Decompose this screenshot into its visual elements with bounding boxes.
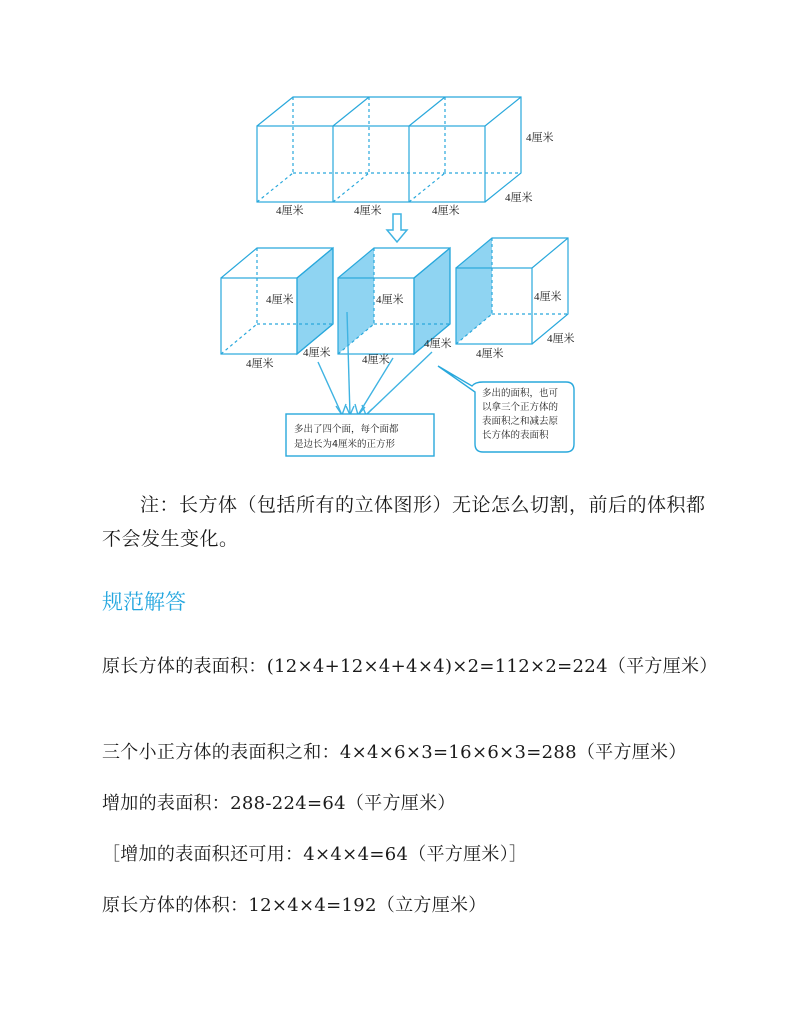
top-label-height: 4厘米: [526, 132, 554, 144]
cube1-depth-label: 4厘米: [303, 347, 331, 359]
cube2-height-label: 4厘米: [376, 294, 404, 306]
cube3-width-label: 4厘米: [476, 348, 504, 360]
long-cuboid: [257, 97, 521, 202]
section-title: 规范解答: [102, 590, 186, 614]
top-label-right: 4厘米: [432, 205, 460, 217]
callout-right-line1: 多出的面积，也可: [482, 388, 559, 399]
cube3-depth-label: 4厘米: [547, 333, 575, 345]
callout-left-line1: 多出了四个面，每个面都: [294, 424, 399, 435]
top-label-middle: 4厘米: [354, 205, 382, 217]
cube3-height-label: 4厘米: [534, 291, 562, 303]
callout-right-line3: 表面积之和减去原: [482, 416, 559, 427]
cube1-width-label: 4厘米: [246, 358, 274, 370]
down-arrow: [387, 214, 407, 242]
cube2-depth-label: 4厘米: [424, 338, 452, 350]
solution-line-increase: 增加的表面积：288-224=64（平方厘米）: [102, 793, 456, 814]
top-label-left: 4厘米: [276, 205, 304, 217]
diagram-svg: [200, 80, 600, 465]
solution-line-volume: 原长方体的体积：12×4×4=192（立方厘米）: [102, 895, 487, 916]
top-label-depth: 4厘米: [505, 192, 533, 204]
solution-line-original-surface: 原长方体的表面积：(12×4+12×4+4×4)×2=112×2=224（平方厘米）: [102, 656, 718, 677]
callout-right-line2: 以拿三个正方体的: [482, 402, 559, 413]
solution-line-cubes-surface: 三个小正方体的表面积之和：4×4×6×3=16×6×3=288（平方厘米）: [102, 742, 687, 763]
cube2-width-label: 4厘米: [362, 354, 390, 366]
solution-line-alternative: ［增加的表面积还可用：4×4×4=64（平方厘米）］: [102, 844, 528, 865]
volume-note: 注：长方体（包括所有的立体图形）无论怎么切割，前后的体积都不会发生变化。: [102, 494, 706, 550]
callout-left-line2: 是边长为4厘米的正方形: [294, 439, 396, 450]
cube1-height-label: 4厘米: [266, 294, 294, 306]
cube-cutting-diagram: [200, 80, 600, 465]
callout-right-line4: 长方体的表面积: [482, 430, 549, 441]
